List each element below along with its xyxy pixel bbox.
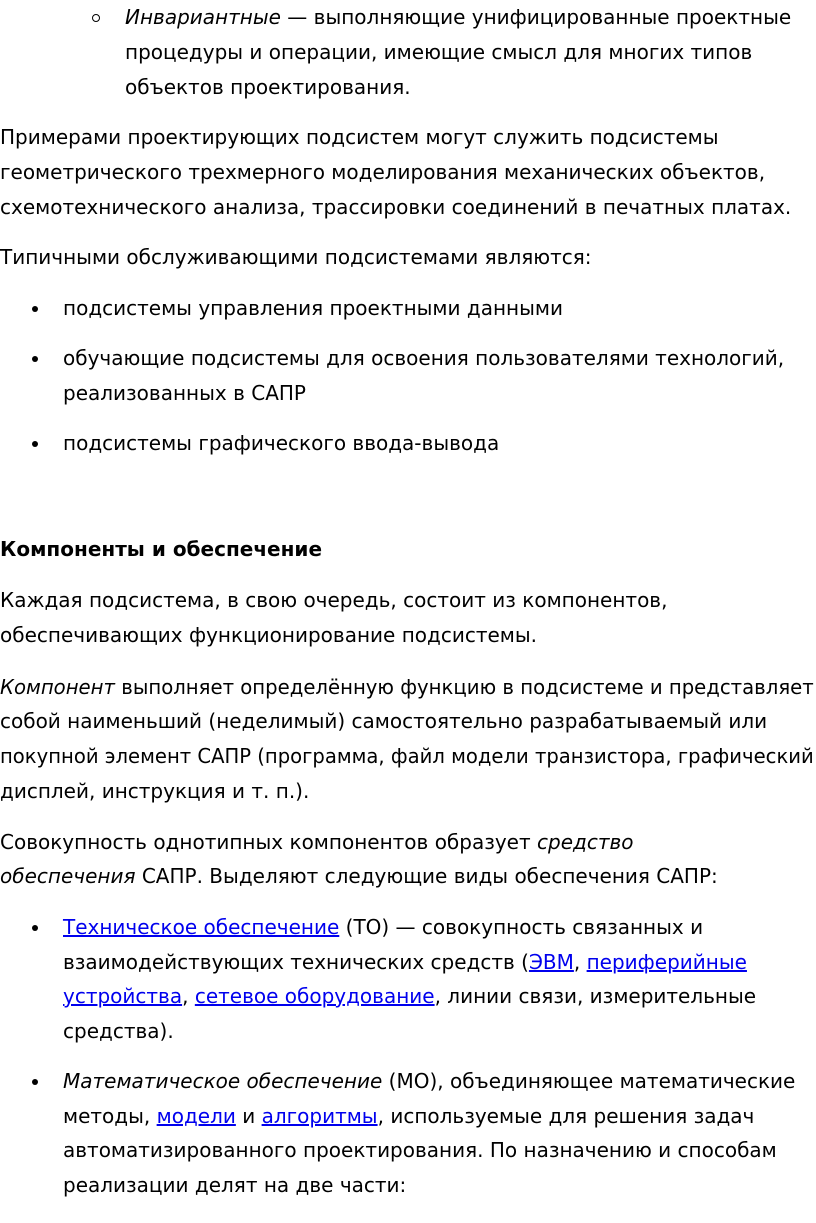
para-typical: Типичными обслуживающими подсистемами являются: <box>0 245 592 269</box>
link-network-equipment[interactable]: сетевое оборудование <box>194 984 435 1008</box>
link-devices[interactable]: устройства <box>63 984 183 1008</box>
para-set-line-1 <box>0 825 634 860</box>
term-invariant: Инвариантные <box>125 5 281 29</box>
list-item: обучающие подсистемы для освоения пользователями технологий, <box>63 346 785 370</box>
para-examples-line-3: схемотехнического анализа, трассировки соединений в печатных платах. <box>0 195 792 219</box>
term-component: Компонент <box>0 675 115 699</box>
bullet-icon <box>32 1079 38 1085</box>
link-computer[interactable]: ЭВМ <box>528 950 574 974</box>
link-algorithms[interactable]: алгоритмы <box>261 1104 378 1128</box>
support-item-to-line-2 <box>63 945 747 980</box>
support-item-to-line-1 <box>63 910 703 945</box>
para-examples-line-1: Примерами проектирующих подсистем могут служить подсистемы <box>0 125 719 149</box>
comma: , <box>182 984 195 1008</box>
list-item: подсистемы графического ввода-вывода <box>63 431 500 455</box>
conj: и <box>235 1104 262 1128</box>
list-item-continued: реализованных в САПР <box>63 381 306 405</box>
comma: , <box>573 950 587 974</box>
para-set-line-2 <box>0 859 718 894</box>
para-set-text-2: САПР. Выделяют следующие виды обеспечения САПР: <box>135 864 718 888</box>
term-support: обеспечения <box>0 864 136 888</box>
support-mo-text-3: , используемые для решения задач <box>377 1104 755 1128</box>
support-to-text-2: взаимодействующих технических средств ( <box>63 950 529 974</box>
support-mo-text-2: методы, <box>63 1104 157 1128</box>
support-item-to-line-3 <box>63 979 756 1014</box>
para-component-line-1 <box>0 670 814 705</box>
sub-item-line-3: объектов проектирования. <box>125 75 411 99</box>
para-component-line-3: покупной элемент САПР (программа, файл модели транзистора, графический <box>0 744 814 768</box>
term-means: средство <box>537 830 634 854</box>
support-to-text-3: , линии связи, измерительные <box>434 984 757 1008</box>
sub-item-line-2: процедуры и операции, имеющие смысл для многих типов <box>125 40 753 64</box>
bullet-icon <box>32 306 38 312</box>
support-to-text: (ТО) — совокупность связанных и <box>339 915 704 939</box>
list-item: подсистемы управления проектными данными <box>63 296 563 320</box>
para-each-line-1: Каждая подсистема, в свою очередь, состоит из компонентов, <box>0 588 668 612</box>
link-models[interactable]: модели <box>156 1104 236 1128</box>
para-component-text: выполняет определённую функцию в подсистеме и представляет <box>114 675 814 699</box>
link-peripheral[interactable]: периферийные <box>586 950 747 974</box>
para-component-line-4: дисплей, инструкция и т. п.). <box>0 779 310 803</box>
bullet-icon <box>32 356 38 362</box>
circle-bullet-icon <box>92 14 100 22</box>
support-item-mo-line-1 <box>63 1064 795 1099</box>
support-item-mo-line-4: реализации делят на две части: <box>63 1173 407 1197</box>
support-item-mo-line-2 <box>63 1099 754 1134</box>
para-examples-line-2: геометрического трехмерного моделирования механических объектов, <box>0 160 766 184</box>
section-heading: Компоненты и обеспечение <box>0 537 323 561</box>
support-item-mo-line-3: автоматизированного проектирования. По назначению и способам <box>63 1138 777 1162</box>
para-set-text: Совокупность однотипных компонентов образует <box>0 830 537 854</box>
para-each-line-2: обеспечивающих функционирование подсистемы. <box>0 623 538 647</box>
para-component-line-2: собой наименьший (неделимый) самостоятельно разрабатываемый или <box>0 709 768 733</box>
support-mo-text: (МО), объединяющее математические <box>382 1069 796 1093</box>
term-math-support: Математическое обеспечение <box>63 1069 383 1093</box>
sub-item-line-1 <box>125 0 791 35</box>
bullet-icon <box>32 441 38 447</box>
link-technical-support[interactable]: Техническое обеспечение <box>63 915 340 939</box>
support-item-to-line-4: средства). <box>63 1019 174 1043</box>
sub-item-text: — выполняющие унифицированные проектные <box>280 5 792 29</box>
bullet-icon <box>32 925 38 931</box>
